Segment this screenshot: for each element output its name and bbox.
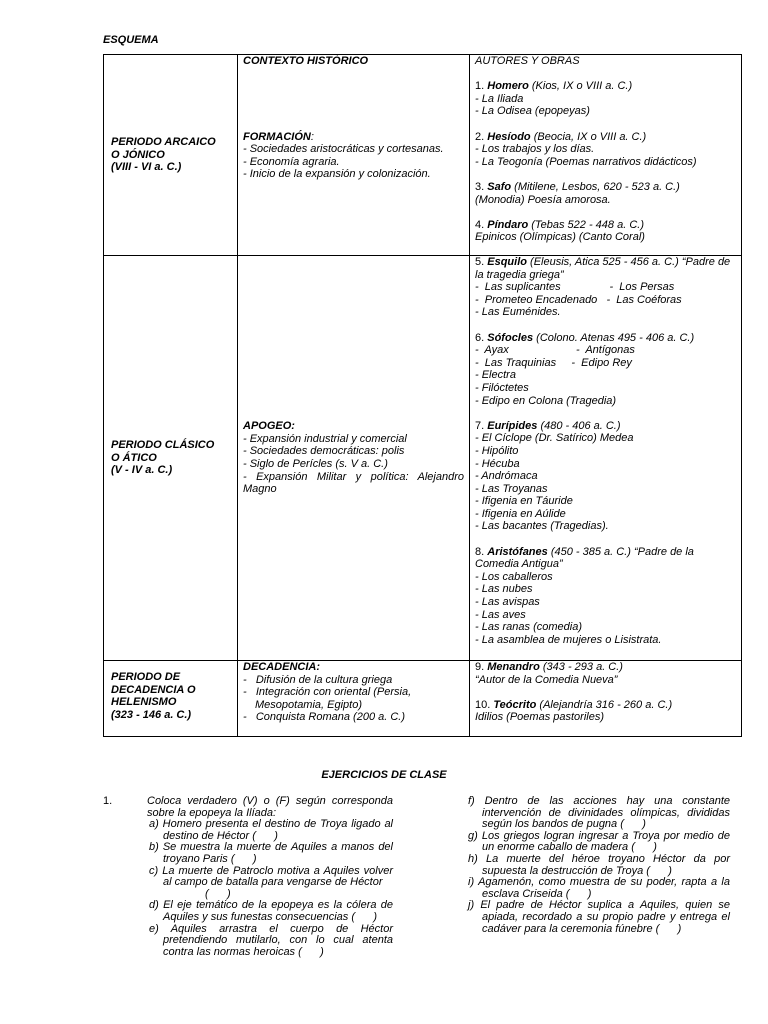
author-entry: 2. Hesíodo (Beocia, IX o VIII a. C.) [475, 130, 647, 143]
exercise-instruction: Coloca verdadero (V) o (F) según corresponda sobre la epopeya la Ilíada: [147, 795, 393, 819]
column-header-context: CONTEXTO HISTÓRICO [243, 55, 369, 67]
exercise-item: c) La muerte de Patroclo motiva a Aquiles volver al campo de batalla para vengarse de Héctor ( ) [149, 864, 393, 900]
author-entry: 10. Teócrito (Alejandría 316 - 260 a. C.) [475, 698, 673, 711]
exercise-item: h) La muerte del héroe troyano Héctor da por supuesta la destrucción de Troya ( ) [468, 852, 730, 877]
exercise-item: b) Se muestra la muerte de Aquiles a manos del troyano Paris ( ) [149, 841, 393, 865]
author-entry: 1. Homero (Kios, IX o VIII a. C.) [475, 80, 633, 93]
table-row [104, 55, 742, 256]
authors-cell: 5. Esquilo (Eleusis, Atica 525 - 456 a. C.) “Padre de la tragedia griega” - Las suplicantes - Los Persas - Prometeo Encadenado - Las Coéforas - Las Euménides. 6. Sófocles (Colono. Atenas 495 - 406 a. C.) - Ayax - Antígonas - Las Traquinias - Edipo Rey - Electra - Filóctetes - Edipo en Colona (Tragedia) 7. Eurípides (480 - 406 a. C.) - El Cíclope (Dr. Satírico) Medea - Hipólito - Hécuba - Andrómaca - Las Troyanas - Ifigenia en Táuride - Ifigenia en Aúlide - Las bacantes (Tragedias). 8. Aristófanes (450 - 385 a. C.) “Padre de la Comedia Antigua” - Los caballeros - Las nubes - Las avispas - Las aves - Las ranas (comedia) - La asamblea de mujeres o Lisistrata. [470, 256, 742, 661]
context-cell: DECADENCIA: - Difusión de la cultura griega - Integración con oriental (Persia, Mesopotamia, Egipto) - Conquista Romana (200 a. C.) [238, 661, 470, 737]
period-cell: PERIODO DE DECADENCIA O HELENISMO (323 - 146 a. C.) [104, 661, 238, 737]
context-heading: DECADENCIA: [243, 661, 320, 673]
exercise-item: j) El padre de Héctor suplica a Aquiles, quien se apiada, recordado a su propio padre y entrega el cadáver para la ceremonia fúnebre ( ) [468, 899, 730, 935]
table-row [104, 256, 742, 661]
author-entry: 3. Safo (Mitilene, Lesbos, 620 - 523 a. C.) [475, 180, 680, 193]
column-header-authors: AUTORES Y OBRAS [475, 55, 580, 67]
exercise-item: d) El eje temático de la epopeya es la cólera de Aquiles y sus funestas consecuencias ( ) [149, 899, 393, 923]
exercises-left-column [103, 796, 393, 958]
authors-cell: 9. Menandro (343 - 293 a. C.) “Autor de la Comedia Nueva” 10. Teócrito (Alejandría 316 - 260 a. C.) Idilios (Poemas pastoriles) [470, 661, 742, 737]
authors-cell: AUTORES Y OBRAS 1. Homero (Kios, IX o VIII a. C.) - La Iliada - La Odisea (epopeyas) 2. Hesíodo (Beocia, IX o VIII a. C.) - Los trabajos y los días. - La Teogonía (Poemas narrativos didácticos) 3. Safo (Mitilene, Lesbos, 620 - 523 a. C.) (Monodia) Poesía amorosa. 4. Píndaro (Tebas 522 - 448 a. C.) Epinicos (Olímpicas) (Canto Coral) [470, 55, 742, 256]
author-entry: 9. Menandro (343 - 293 a. C.) [475, 661, 623, 673]
exercise-item: g) Los griegos logran ingresar a Troya por medio de un enorme caballo de madera ( ) [468, 829, 731, 854]
scheme-table [103, 54, 742, 737]
author-entry: 8. Aristófanes (450 - 385 a. C.) “Padre de la Comedia Antigua” [475, 545, 694, 571]
exercise-item: i) Agamenón, como muestra de su poder, rapta a la esclava Criseida ( ) [468, 876, 730, 900]
author-entry: 6. Sófocles (Colono. Atenas 495 - 406 a. C.) [475, 331, 695, 344]
author-entry: 4. Píndaro (Tebas 522 - 448 a. C.) [475, 218, 644, 231]
page-title: ESQUEMA [103, 34, 159, 46]
period-cell: PERIODO CLÁSICO O ÁTICO (V - IV a. C.) [104, 256, 238, 661]
exercise-item: a) Homero presenta el destino de Troya ligado al destino de Héctor ( ) [149, 818, 394, 842]
exercises-title: EJERCICIOS DE CLASE [321, 769, 447, 781]
context-heading: APOGEO: [243, 420, 295, 433]
context-heading: FORMACIÓN: [243, 130, 314, 143]
table-row [104, 661, 742, 737]
author-entry: 7. Eurípides (480 - 406 a. C.) [475, 419, 621, 432]
context-cell: CONTEXTO HISTÓRICO FORMACIÓN: - Sociedades aristocráticas y cortesanas. - Economía agraria. - Inicio de la expansión y colonización. [238, 55, 470, 256]
exercise-number: 1. [103, 795, 113, 807]
context-cell: APOGEO: - Expansión industrial y comercial - Sociedades democráticas: polis - Siglo de Perícles (s. V a. C.) - Expansión Militar y política: Alejandro Magno [238, 256, 470, 661]
exercise-item: f) Dentro de las acciones hay una constante intervención de divinidades olímpicas, divididas según los bandos de pugna ( ) [468, 795, 730, 831]
exercise-item: e) Aquiles arrastra el cuerpo de Héctor pretendiendo mutilarlo, con lo cual atenta contra las normas heroicas ( ) [149, 922, 393, 958]
author-entry: 5. Esquilo (Eleusis, Atica 525 - 456 a. C.) “Padre de la tragedia griega” [475, 256, 731, 281]
exercises-right-column [468, 796, 730, 935]
period-cell: PERIODO ARCAICO O JÓNICO (VIII - VI a. C.) [104, 55, 238, 256]
